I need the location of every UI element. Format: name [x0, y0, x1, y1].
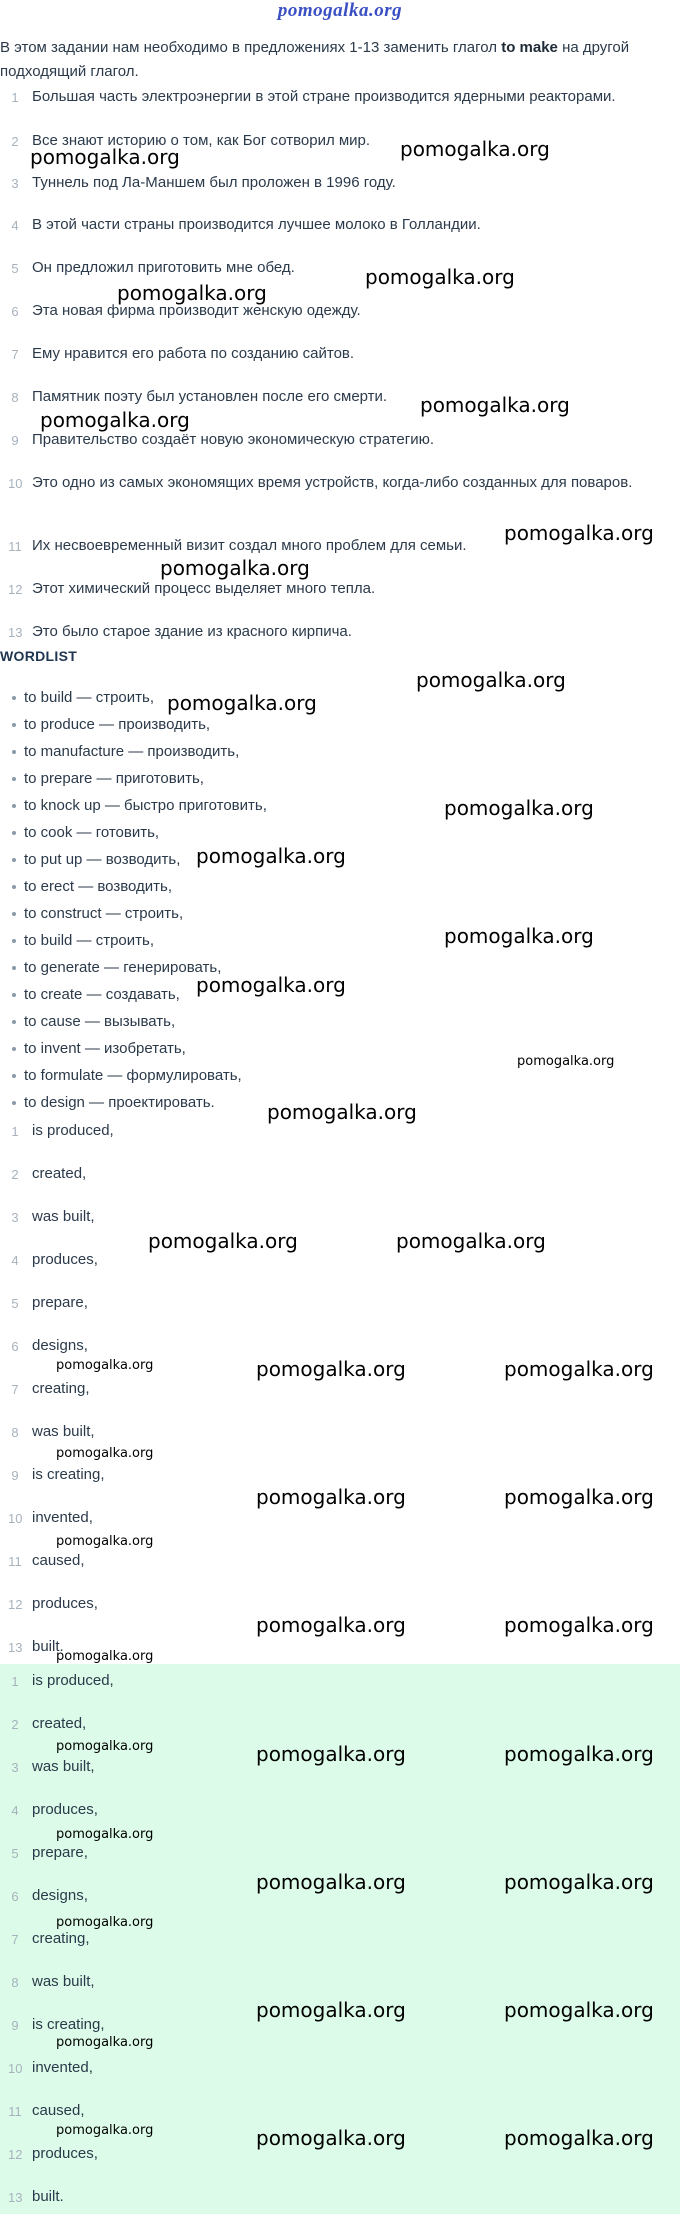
watermark: pomogalka.org [256, 1870, 406, 1894]
bullet-dot-icon [12, 804, 16, 808]
sentence-text: Все знают историю о том, как Бог сотворил мир. [32, 132, 371, 149]
watermark: pomogalka.org [517, 1054, 615, 1069]
answer-text: was built, [32, 1973, 95, 1990]
watermark: pomogalka.org [30, 145, 180, 169]
answer-text: is creating, [32, 2016, 105, 2033]
watermark: pomogalka.org [196, 973, 346, 997]
watermark: pomogalka.org [56, 1534, 154, 1549]
sentence-text: Это было старое здание из красного кирпича. [32, 623, 352, 640]
watermark: pomogalka.org [504, 1613, 654, 1637]
answer-text: produces, [32, 2145, 98, 2162]
sentence-text: Их несвоевременный визит создал много проблем для семьи. [32, 537, 467, 554]
wordlist-item-text: to generate — генерировать, [24, 959, 222, 976]
answer-number: 3 [11, 1760, 19, 1775]
sentence-number: 4 [11, 218, 19, 233]
answer-number: 7 [11, 1932, 19, 1947]
watermark: pomogalka.org [160, 556, 310, 580]
answer-text: is creating, [32, 1466, 105, 1483]
answer-number: 1 [11, 1124, 19, 1139]
answer-number: 3 [11, 1210, 19, 1225]
bullet-dot-icon [12, 777, 16, 781]
sentence-number: 1 [11, 90, 19, 105]
watermark: pomogalka.org [40, 408, 190, 432]
answer-number: 12 [8, 1597, 23, 1612]
sentence-text: Эта новая фирма производит женскую одежду. [32, 302, 361, 319]
sentence-text: Он предложил приготовить мне обед. [32, 259, 295, 276]
answer-number: 6 [11, 1889, 19, 1904]
answer-text: caused, [32, 2102, 85, 2119]
answer-text: was built, [32, 1758, 95, 1775]
answer-number: 6 [11, 1339, 19, 1354]
watermark: pomogalka.org [56, 1649, 154, 1664]
bullet-dot-icon [12, 1074, 16, 1078]
wordlist-item-text: to cause — вызывать, [24, 1013, 176, 1030]
answer-text: caused, [32, 1552, 85, 1569]
answer-number: 13 [8, 1640, 23, 1655]
wordlist-item-text: to create — создавать, [24, 986, 180, 1003]
answer-number: 9 [11, 2018, 19, 2033]
answer-number: 9 [11, 1468, 19, 1483]
bullet-dot-icon [12, 858, 16, 862]
watermark: pomogalka.org [416, 668, 566, 692]
sentence-number: 6 [11, 304, 19, 319]
wordlist-item-text: to cook — готовить, [24, 824, 160, 841]
sentence-number: 10 [8, 476, 23, 491]
watermark: pomogalka.org [444, 796, 594, 820]
watermark: pomogalka.org [56, 1358, 154, 1373]
watermark: pomogalka.org [56, 2035, 154, 2050]
site-logo[interactable]: pomogalka.org [277, 0, 403, 21]
answer-text: created, [32, 1715, 87, 1732]
wordlist-item-text: to prepare — приготовить, [24, 770, 204, 787]
answer-number: 2 [11, 1717, 19, 1732]
bullet-dot-icon [12, 750, 16, 754]
sentence-number: 3 [11, 176, 19, 191]
answer-text: prepare, [32, 1294, 88, 1311]
task-intro [0, 36, 680, 80]
watermark: pomogalka.org [504, 521, 654, 545]
answer-number: 10 [8, 1511, 23, 1526]
sentence-number: 8 [11, 390, 19, 405]
bullet-dot-icon [12, 1047, 16, 1051]
answer-number: 13 [8, 2190, 23, 2205]
sentence-text: Это одно из самых экономящих время устройств, когда-либо созданных для поваров. [32, 474, 633, 491]
watermark: pomogalka.org [504, 1357, 654, 1381]
answer-text: produces, [32, 1251, 98, 1268]
watermark: pomogalka.org [56, 1827, 154, 1842]
answer-text: was built, [32, 1208, 95, 1225]
watermark: pomogalka.org [504, 1998, 654, 2022]
answer-number: 12 [8, 2147, 23, 2162]
answer-text: designs, [32, 1337, 88, 1354]
watermark: pomogalka.org [256, 1357, 406, 1381]
bullet-dot-icon [12, 939, 16, 943]
sentence-text: В этой части страны производится лучшее молоко в Голландии. [32, 216, 481, 233]
wordlist-item-text: to formulate — формулировать, [24, 1067, 242, 1084]
answer-text: is produced, [32, 1672, 114, 1689]
intro-keyword: to make [501, 39, 558, 56]
wordlist-item-text: to erect — возводить, [24, 878, 173, 895]
answer-text: designs, [32, 1887, 88, 1904]
sentence-text: Туннель под Ла-Маншем был проложен в 1996 году. [32, 174, 396, 191]
watermark: pomogalka.org [256, 1613, 406, 1637]
answer-text: is produced, [32, 1122, 114, 1139]
watermark: pomogalka.org [256, 1742, 406, 1766]
watermark: pomogalka.org [117, 281, 267, 305]
answer-text: invented, [32, 1509, 93, 1526]
wordlist-item-text: to knock up — быстро приготовить, [24, 797, 267, 814]
answer-number: 10 [8, 2061, 23, 2076]
watermark: pomogalka.org [444, 924, 594, 948]
watermark: pomogalka.org [504, 1870, 654, 1894]
wordlist-item-text: to manufacture — производить, [24, 743, 240, 760]
answer-text: built. [32, 2188, 64, 2205]
bullet-dot-icon [12, 696, 16, 700]
sentence-number: 11 [8, 539, 22, 554]
answer-text: created, [32, 1165, 87, 1182]
answer-text: invented, [32, 2059, 93, 2076]
sentence-number: 2 [11, 134, 19, 149]
answer-text: built. [32, 1638, 64, 1655]
watermark: pomogalka.org [56, 1446, 154, 1461]
wordlist-item-text: to invent — изобретать, [24, 1040, 186, 1057]
wordlist-item-text: to produce — производить, [24, 716, 211, 733]
bullet-dot-icon [12, 885, 16, 889]
answer-text: produces, [32, 1595, 98, 1612]
watermark: pomogalka.org [396, 1229, 546, 1253]
bullet-dot-icon [12, 993, 16, 997]
answer-number: 5 [11, 1846, 19, 1861]
answer-text: creating, [32, 1930, 90, 1947]
answer-number: 8 [11, 1975, 19, 1990]
wordlist-item-text: to build — строить, [24, 689, 154, 706]
wordlist-heading: WORDLIST [0, 648, 78, 664]
watermark: pomogalka.org [56, 1915, 154, 1930]
watermark: pomogalka.org [167, 691, 317, 715]
sentence-number: 5 [11, 261, 19, 276]
watermark: pomogalka.org [400, 137, 550, 161]
bullet-dot-icon [12, 1020, 16, 1024]
answer-text: prepare, [32, 1844, 88, 1861]
watermark: pomogalka.org [256, 1485, 406, 1509]
sentence-text: Большая часть электроэнергии в этой стране производится ядерными реакторами. [32, 88, 616, 105]
answer-number: 11 [8, 2104, 22, 2119]
answer-number: 11 [8, 1554, 22, 1569]
bullet-dot-icon [12, 966, 16, 970]
watermark: pomogalka.org [420, 393, 570, 417]
sentence-text: Ему нравится его работа по созданию сайтов. [32, 345, 355, 362]
watermark: pomogalka.org [256, 1998, 406, 2022]
sentence-number: 7 [11, 347, 19, 362]
answer-text: creating, [32, 1380, 90, 1397]
watermark: pomogalka.org [148, 1229, 298, 1253]
wordlist-item-text: to build — строить, [24, 932, 154, 949]
bullet-dot-icon [12, 912, 16, 916]
answer-number: 4 [11, 1803, 19, 1818]
watermark: pomogalka.org [504, 1485, 654, 1509]
sentence-text: Правительство создаёт новую экономическую стратегию. [32, 431, 435, 448]
answer-number: 1 [11, 1674, 19, 1689]
watermark: pomogalka.org [56, 2123, 154, 2138]
answer-text: was built, [32, 1423, 95, 1440]
bullet-dot-icon [12, 1101, 16, 1105]
answer-number: 8 [11, 1425, 19, 1440]
wordlist-item-text: to design — проектировать. [24, 1094, 215, 1111]
watermark: pomogalka.org [196, 844, 346, 868]
answer-number: 7 [11, 1382, 19, 1397]
answer-number: 5 [11, 1296, 19, 1311]
wordlist-item-text: to construct — строить, [24, 905, 184, 922]
sentence-number: 13 [8, 625, 23, 640]
watermark: pomogalka.org [365, 265, 515, 289]
intro-text-after: на другой подходящий глагол. [0, 39, 630, 80]
sentence-number: 12 [8, 582, 23, 597]
bullet-dot-icon [12, 723, 16, 727]
watermark: pomogalka.org [504, 1742, 654, 1766]
intro-text-before: В этом задании нам необходимо в предложениях 1-13 заменить глагол [0, 39, 502, 56]
sentence-text: Памятник поэту был установлен после его смерти. [32, 388, 388, 405]
watermark: pomogalka.org [504, 2126, 654, 2150]
watermark: pomogalka.org [267, 1100, 417, 1124]
answer-number: 4 [11, 1253, 19, 1268]
answer-number: 2 [11, 1167, 19, 1182]
bullet-dot-icon [12, 831, 16, 835]
sentence-text: Этот химический процесс выделяет много тепла. [32, 580, 376, 597]
watermark: pomogalka.org [56, 1739, 154, 1754]
answer-text: produces, [32, 1801, 98, 1818]
wordlist-item-text: to put up — возводить, [24, 851, 181, 868]
sentence-number: 9 [11, 433, 19, 448]
watermark: pomogalka.org [256, 2126, 406, 2150]
